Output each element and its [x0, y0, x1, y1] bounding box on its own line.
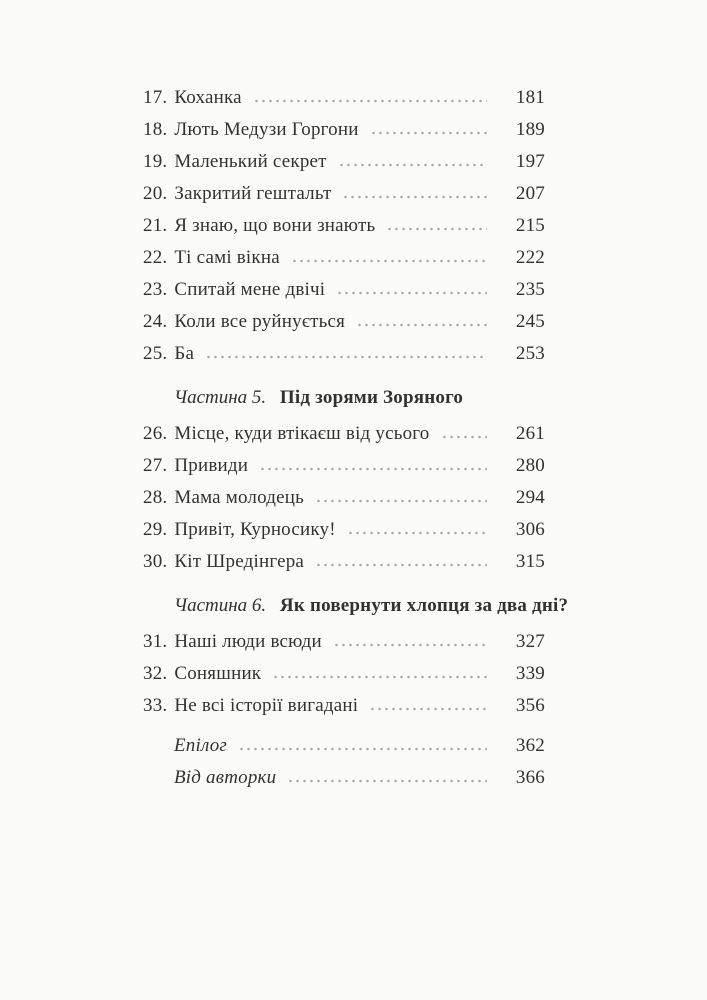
dot-leader — [336, 274, 487, 306]
chapter-title: Привіт, Курносику! — [174, 519, 336, 540]
page-number: 207 — [515, 183, 545, 204]
chapter-number: 22. — [143, 247, 168, 268]
chapter-title: Коханка — [174, 87, 242, 108]
chapter-number: 33. — [143, 695, 168, 716]
dot-leader — [386, 210, 487, 242]
page-number: 245 — [515, 311, 545, 332]
toc-entry — [143, 418, 545, 450]
chapter-title: Закритий гештальт — [174, 183, 332, 204]
toc-entry — [143, 210, 545, 242]
chapter-number: 17. — [143, 87, 168, 108]
page-number: 306 — [515, 519, 545, 540]
dot-leader — [272, 658, 487, 690]
dot-leader — [441, 418, 488, 450]
toc-entry — [143, 274, 545, 306]
chapter-number: 20. — [143, 183, 168, 204]
chapter-title: Лють Медузи Горгони — [174, 119, 359, 140]
part-heading — [143, 382, 545, 414]
chapter-title: Не всі історії вигадані — [174, 695, 359, 716]
chapter-number: 21. — [143, 215, 168, 236]
toc-entry — [143, 306, 545, 338]
chapter-number: 23. — [143, 279, 168, 300]
part-label: Частина 5. — [174, 387, 267, 408]
toc-entry — [143, 482, 545, 514]
dot-leader — [315, 546, 487, 578]
back-matter-title: Епілог — [174, 735, 228, 756]
chapter-number: 26. — [143, 423, 168, 444]
chapter-title: Соняшник — [174, 663, 262, 684]
chapter-title: Я знаю, що вони знають — [174, 215, 376, 236]
dot-leader — [370, 114, 487, 146]
dot-leader — [315, 482, 487, 514]
page-number: 235 — [515, 279, 545, 300]
part-heading — [143, 590, 569, 622]
back-matter-entry — [143, 730, 545, 762]
chapter-title: Місце, куди втікаєш від усього — [174, 423, 430, 444]
chapter-title: Коли все руйнується — [174, 311, 346, 332]
toc-entry — [143, 146, 545, 178]
dot-leader — [356, 306, 487, 338]
toc-entry — [143, 82, 545, 114]
chapter-number: 18. — [143, 119, 168, 140]
page-number: 366 — [515, 767, 545, 788]
toc-entry — [143, 338, 545, 370]
toc-entry — [143, 690, 545, 722]
dot-leader — [342, 178, 487, 210]
dot-leader — [333, 626, 487, 658]
part-label: Частина 6. — [174, 595, 267, 616]
dot-leader — [291, 242, 487, 274]
dot-leader — [347, 514, 487, 546]
toc-entry — [143, 178, 545, 210]
page-number: 215 — [515, 215, 545, 236]
dot-leader — [287, 762, 487, 794]
dot-leader — [238, 730, 487, 762]
chapter-number: 30. — [143, 551, 168, 572]
chapter-number: 31. — [143, 631, 168, 652]
toc-entry — [143, 242, 545, 274]
chapter-number: 29. — [143, 519, 168, 540]
dot-leader — [205, 338, 487, 370]
back-matter-title: Від авторки — [174, 767, 277, 788]
page-number: 327 — [515, 631, 545, 652]
toc-entry — [143, 514, 545, 546]
chapter-title: Спитай мене двічі — [174, 279, 326, 300]
chapter-title: Кіт Шредінгера — [174, 551, 305, 572]
table-of-contents — [143, 82, 569, 794]
toc-entry — [143, 626, 545, 658]
toc-entry — [143, 450, 545, 482]
page-number: 261 — [515, 423, 545, 444]
dot-leader — [253, 82, 487, 114]
page-number: 189 — [515, 119, 545, 140]
page-number: 181 — [515, 87, 545, 108]
toc-entry — [143, 658, 545, 690]
part-title: Як повернути хлопця за два дні? — [279, 595, 569, 616]
chapter-number: 19. — [143, 151, 168, 172]
part-title: Під зорями Зоряного — [279, 387, 464, 408]
page-number: 315 — [515, 551, 545, 572]
dot-leader — [369, 690, 487, 722]
page-number: 253 — [515, 343, 545, 364]
page-number: 222 — [515, 247, 545, 268]
page-number: 339 — [515, 663, 545, 684]
chapter-title: Привиди — [174, 455, 249, 476]
chapter-number: 28. — [143, 487, 168, 508]
page-number: 362 — [515, 735, 545, 756]
chapter-number: 27. — [143, 455, 168, 476]
page-number: 294 — [515, 487, 545, 508]
chapter-title: Мама молодець — [174, 487, 305, 508]
page-number: 356 — [515, 695, 545, 716]
dot-leader — [259, 450, 487, 482]
chapter-title: Наші люди всюди — [174, 631, 322, 652]
back-matter-entry — [143, 762, 545, 794]
dot-leader — [338, 146, 487, 178]
page-number: 280 — [515, 455, 545, 476]
toc-entry — [143, 546, 545, 578]
chapter-title: Ті самі вікна — [174, 247, 280, 268]
page-number: 197 — [515, 151, 545, 172]
chapter-number: 32. — [143, 663, 168, 684]
chapter-number: 24. — [143, 311, 168, 332]
chapter-title: Маленький секрет — [174, 151, 327, 172]
toc-entry — [143, 114, 545, 146]
chapter-title: Ба — [174, 343, 195, 364]
chapter-number: 25. — [143, 343, 168, 364]
